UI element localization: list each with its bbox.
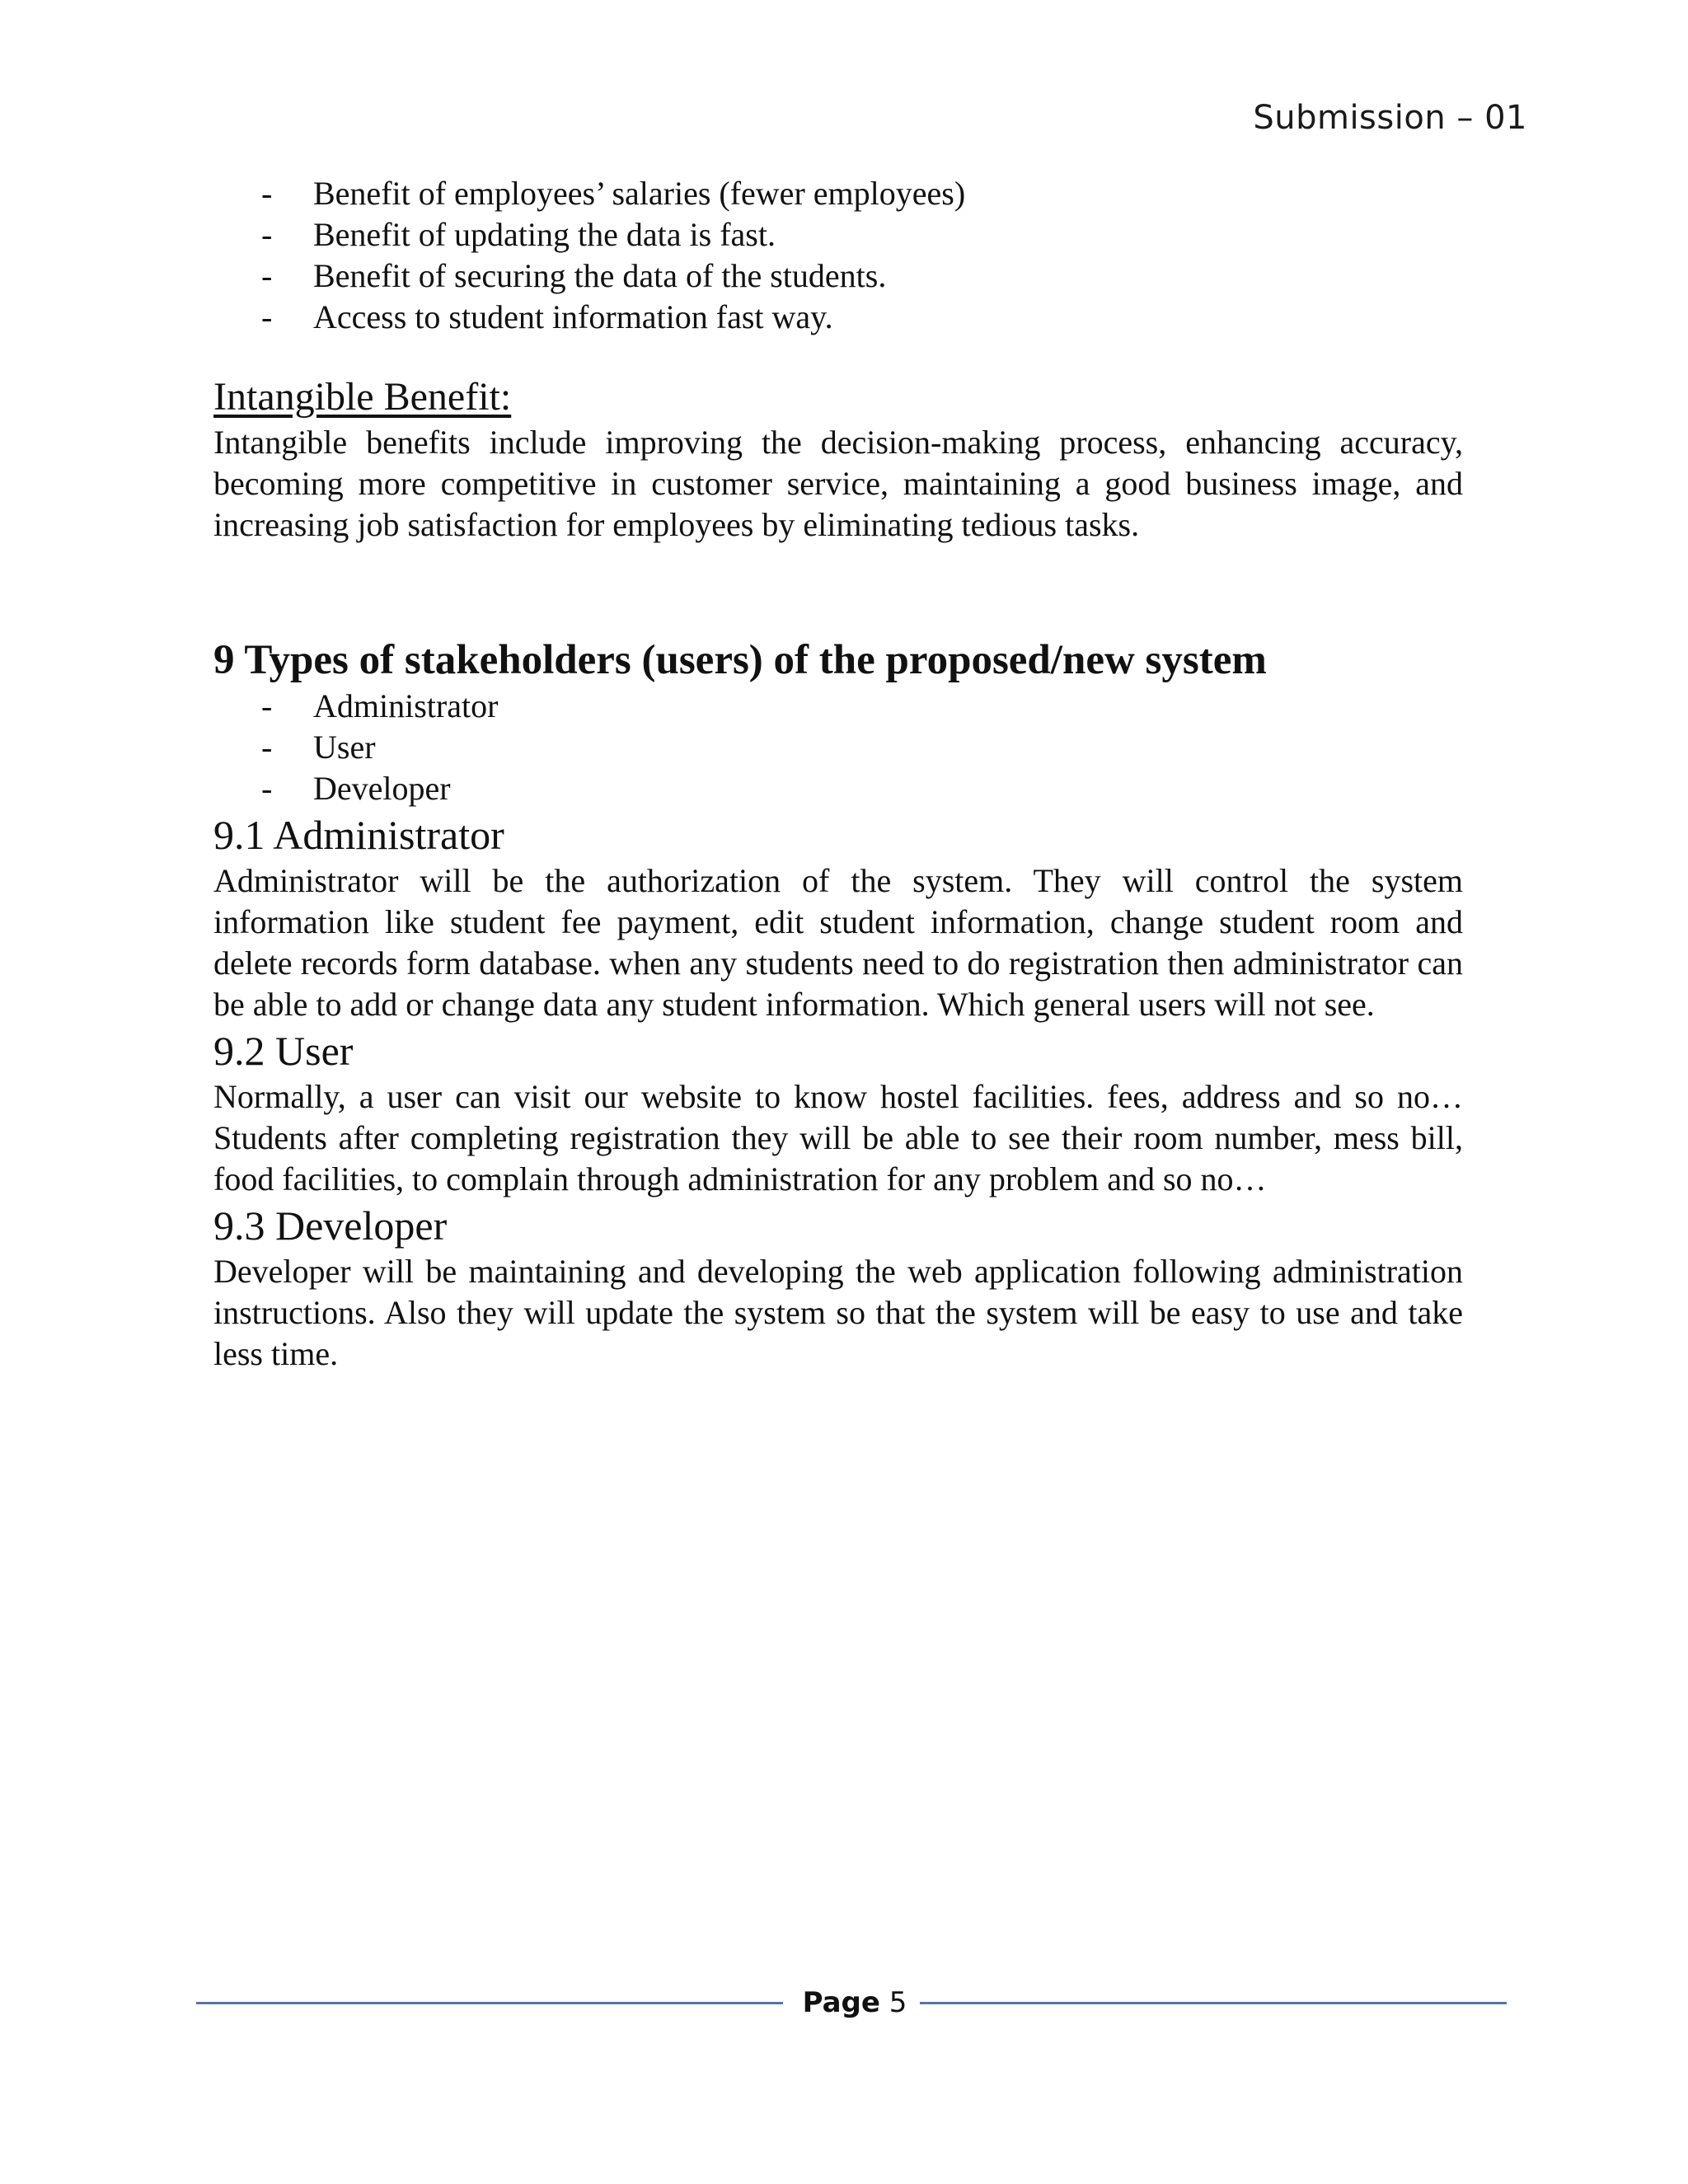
list-item: - Benefit of employees’ salaries (fewer employees) [213, 173, 1463, 214]
user-text: Normally, a user can visit our website to know hostel facilities. fees, address and so no… Students after completing registration they will be able to see their room number, mess bill, food facilities, to complain through administration for any problem and so no… [213, 1078, 1463, 1197]
page-content [213, 173, 1463, 1375]
benefit-list [213, 173, 1463, 338]
developer-text: Developer will be maintaining and developing the web application following administration instructions. Also they will update the system so that the system will be easy to use and take less time. [213, 1253, 1463, 1372]
list-item: - Benefit of updating the data is fast. [213, 214, 1463, 255]
dash-bullet: - [261, 729, 273, 766]
dash-bullet: - [261, 687, 273, 724]
page-header: Submission – 01 [1253, 99, 1527, 137]
administrator-heading: 9.1 Administrator [213, 812, 504, 858]
page-footer [196, 1982, 1507, 2023]
list-item: - Benefit of securing the data of the students. [213, 255, 1463, 297]
page-number-label [801, 1982, 908, 2023]
dash-bullet: - [261, 257, 273, 294]
user-heading: 9.2 User [213, 1028, 354, 1074]
list-item: - User [213, 727, 1463, 768]
page-number: 5 [889, 1986, 907, 2019]
intangible-benefit-heading: Intangible Benefit: [213, 375, 512, 419]
dash-bullet: - [261, 175, 273, 212]
footer-rule-right [920, 2002, 1507, 2004]
dash-bullet: - [261, 216, 273, 253]
list-item: - Access to student information fast way. [213, 297, 1463, 338]
footer-rule-left [196, 2002, 783, 2004]
stakeholder-list [213, 686, 1463, 809]
dash-bullet: - [261, 298, 273, 335]
page-label: Page [802, 1986, 880, 2019]
dash-bullet: - [261, 770, 273, 807]
developer-heading: 9.3 Developer [213, 1202, 448, 1249]
list-item: - Administrator [213, 686, 1463, 727]
list-item: - Developer [213, 768, 1463, 809]
administrator-text: Administrator will be the authorization of the system. They will control the system information like student fee payment, edit student information, change student room and delete records form database. when any students need to do registration then administrator can be able to add or change data any student information. Which general users will not see. [213, 862, 1463, 1023]
stakeholders-heading: 9 Types of stakeholders (users) of the proposed/new system [213, 637, 1267, 683]
intangible-benefit-text: Intangible benefits include improving the decision-making process, enhancing accuracy, becoming more competitive in customer service, maintaining a good business image, and increasing job satisfaction for employees by eliminating tedious tasks. [213, 424, 1463, 543]
